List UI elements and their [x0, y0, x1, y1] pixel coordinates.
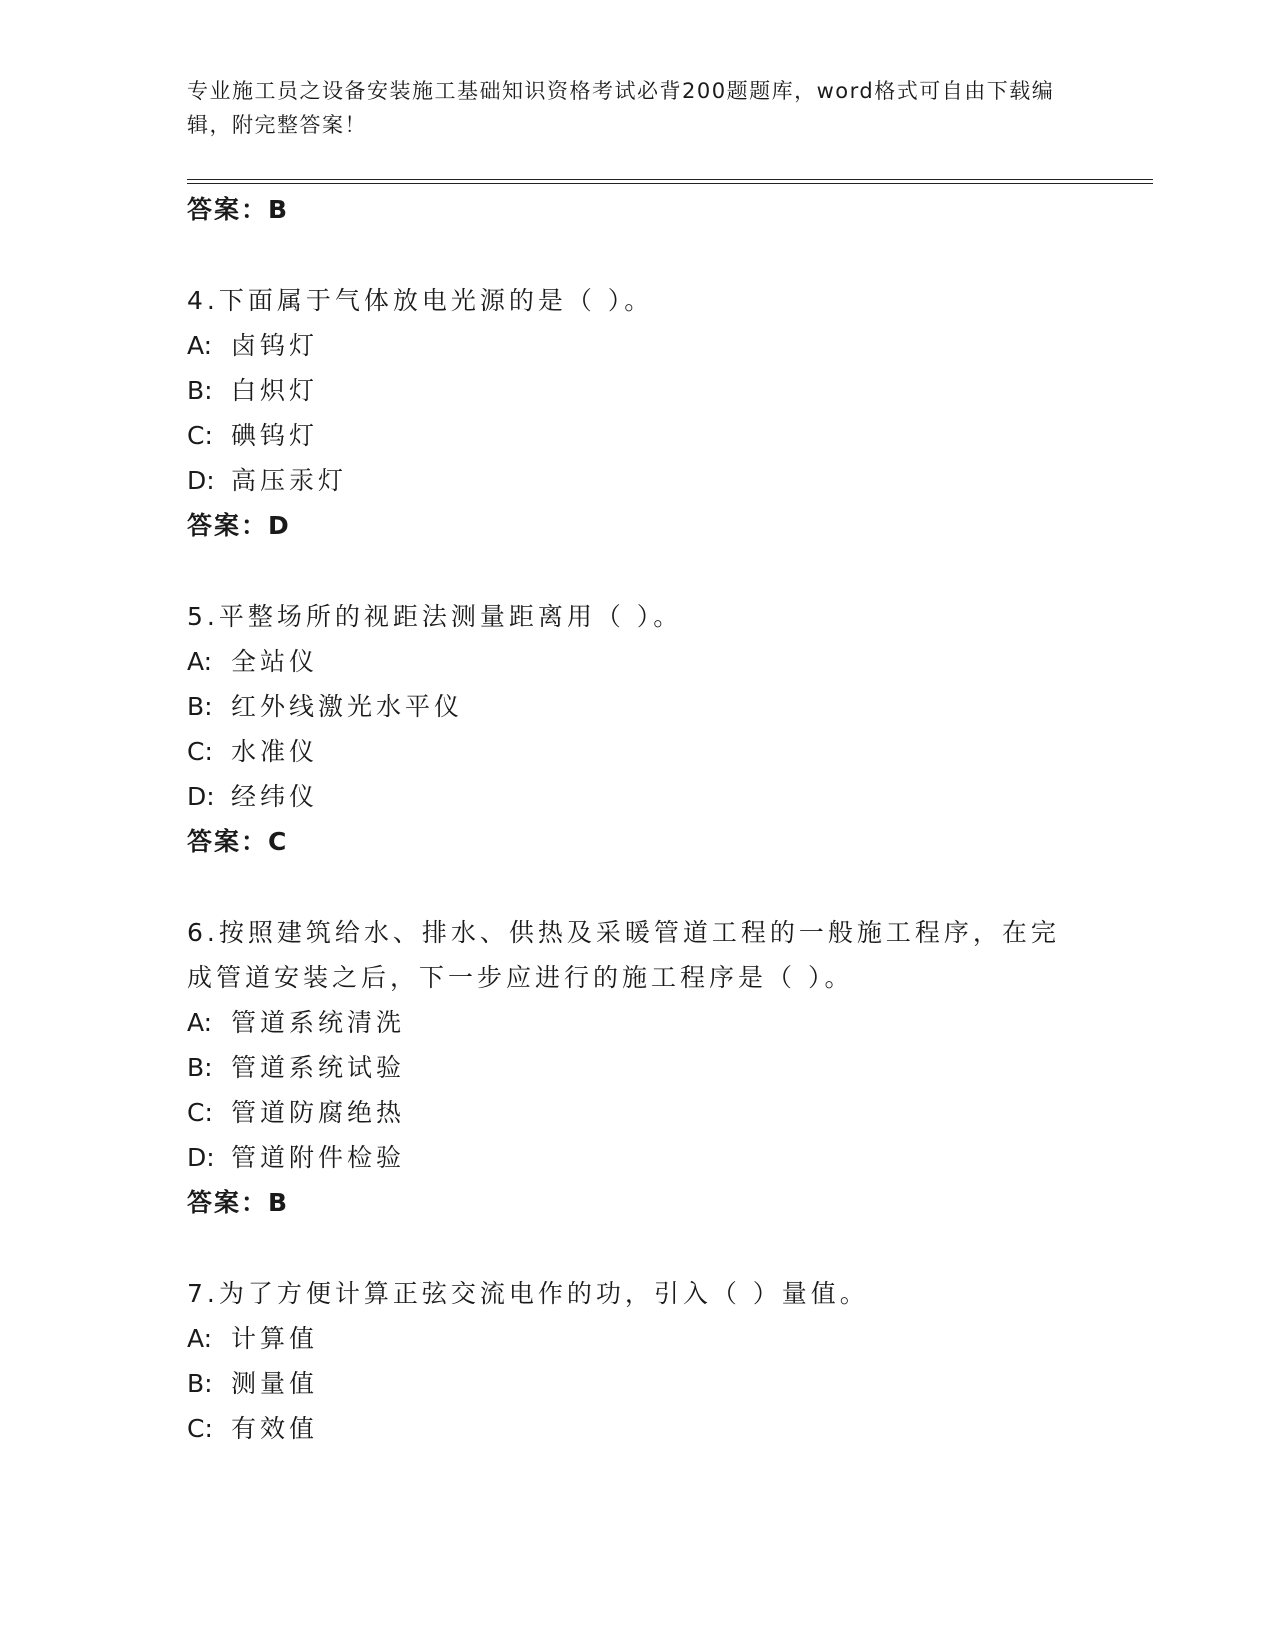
question-5-option-b	[187, 692, 463, 722]
option-text: 管道系统试验	[231, 1053, 406, 1082]
option-label: C:	[187, 421, 213, 450]
question-7-stem: 7.为了方便计算正弦交流电作的功，引入（ ）量值。	[187, 1279, 869, 1308]
question-4-option-a	[187, 331, 318, 361]
option-label: C:	[187, 737, 213, 766]
question-6-stem: 6.按照建筑给水、排水、供热及采暖管道工程的一般施工程序，在完成管道安装之后，下一步应进行的施工程序是（ ）。	[187, 918, 1060, 992]
option-text: 水准仪	[231, 737, 319, 766]
option-label: A:	[187, 1324, 213, 1353]
question-4-option-d	[187, 466, 347, 496]
question-6-answer: 答案：B	[187, 1188, 290, 1217]
option-label: B:	[187, 692, 213, 721]
option-text: 计算值	[231, 1324, 319, 1353]
option-label: B:	[187, 376, 213, 405]
question-5-option-c	[187, 737, 318, 767]
question-6-option-c	[187, 1098, 405, 1128]
option-text: 经纬仪	[231, 782, 319, 811]
option-text: 高压汞灯	[231, 466, 348, 495]
option-label: A:	[187, 647, 213, 676]
option-text: 有效值	[231, 1414, 319, 1443]
option-label: C:	[187, 1414, 213, 1443]
question-4-answer: 答案：D	[187, 511, 291, 540]
option-label: D:	[187, 466, 215, 495]
option-label: B:	[187, 1053, 213, 1082]
question-4-stem: 4.下面属于气体放电光源的是（ ）。	[187, 286, 654, 315]
option-text: 红外线激光水平仪	[231, 692, 464, 721]
option-label: B:	[187, 1369, 213, 1398]
question-7-option-a	[187, 1324, 318, 1354]
option-label: D:	[187, 1143, 215, 1172]
question-5-stem: 5.平整场所的视距法测量距离用（ ）。	[187, 602, 683, 631]
option-text: 全站仪	[231, 647, 319, 676]
question-6-option-b	[187, 1053, 405, 1083]
option-label: A:	[187, 331, 213, 360]
header-divider-top	[187, 179, 1153, 180]
option-text: 碘钨灯	[231, 421, 319, 450]
question-6-option-d	[187, 1143, 405, 1173]
option-text: 管道防腐绝热	[231, 1098, 406, 1127]
question-4-option-b	[187, 376, 318, 406]
option-text: 测量值	[231, 1369, 319, 1398]
question-4-option-c	[187, 421, 318, 451]
question-7-option-c	[187, 1414, 318, 1444]
option-label: A:	[187, 1008, 213, 1037]
document-header: 专业施工员之设备安装施工基础知识资格考试必背200题题库，word格式可自由下载编辑，附完整答案！	[187, 79, 1055, 137]
option-label: C:	[187, 1098, 213, 1127]
option-text: 管道附件检验	[231, 1143, 406, 1172]
question-5-option-a	[187, 647, 318, 677]
option-text: 管道系统清洗	[231, 1008, 406, 1037]
question-7-option-b	[187, 1369, 318, 1399]
header-divider-bottom	[187, 183, 1153, 184]
option-text: 白炽灯	[231, 376, 319, 405]
answer-previous: 答案：B	[187, 195, 290, 224]
question-6-option-a	[187, 1008, 405, 1038]
option-text: 卤钨灯	[231, 331, 319, 360]
question-5-answer: 答案：C	[187, 827, 289, 856]
option-label: D:	[187, 782, 215, 811]
question-5-option-d	[187, 782, 318, 812]
